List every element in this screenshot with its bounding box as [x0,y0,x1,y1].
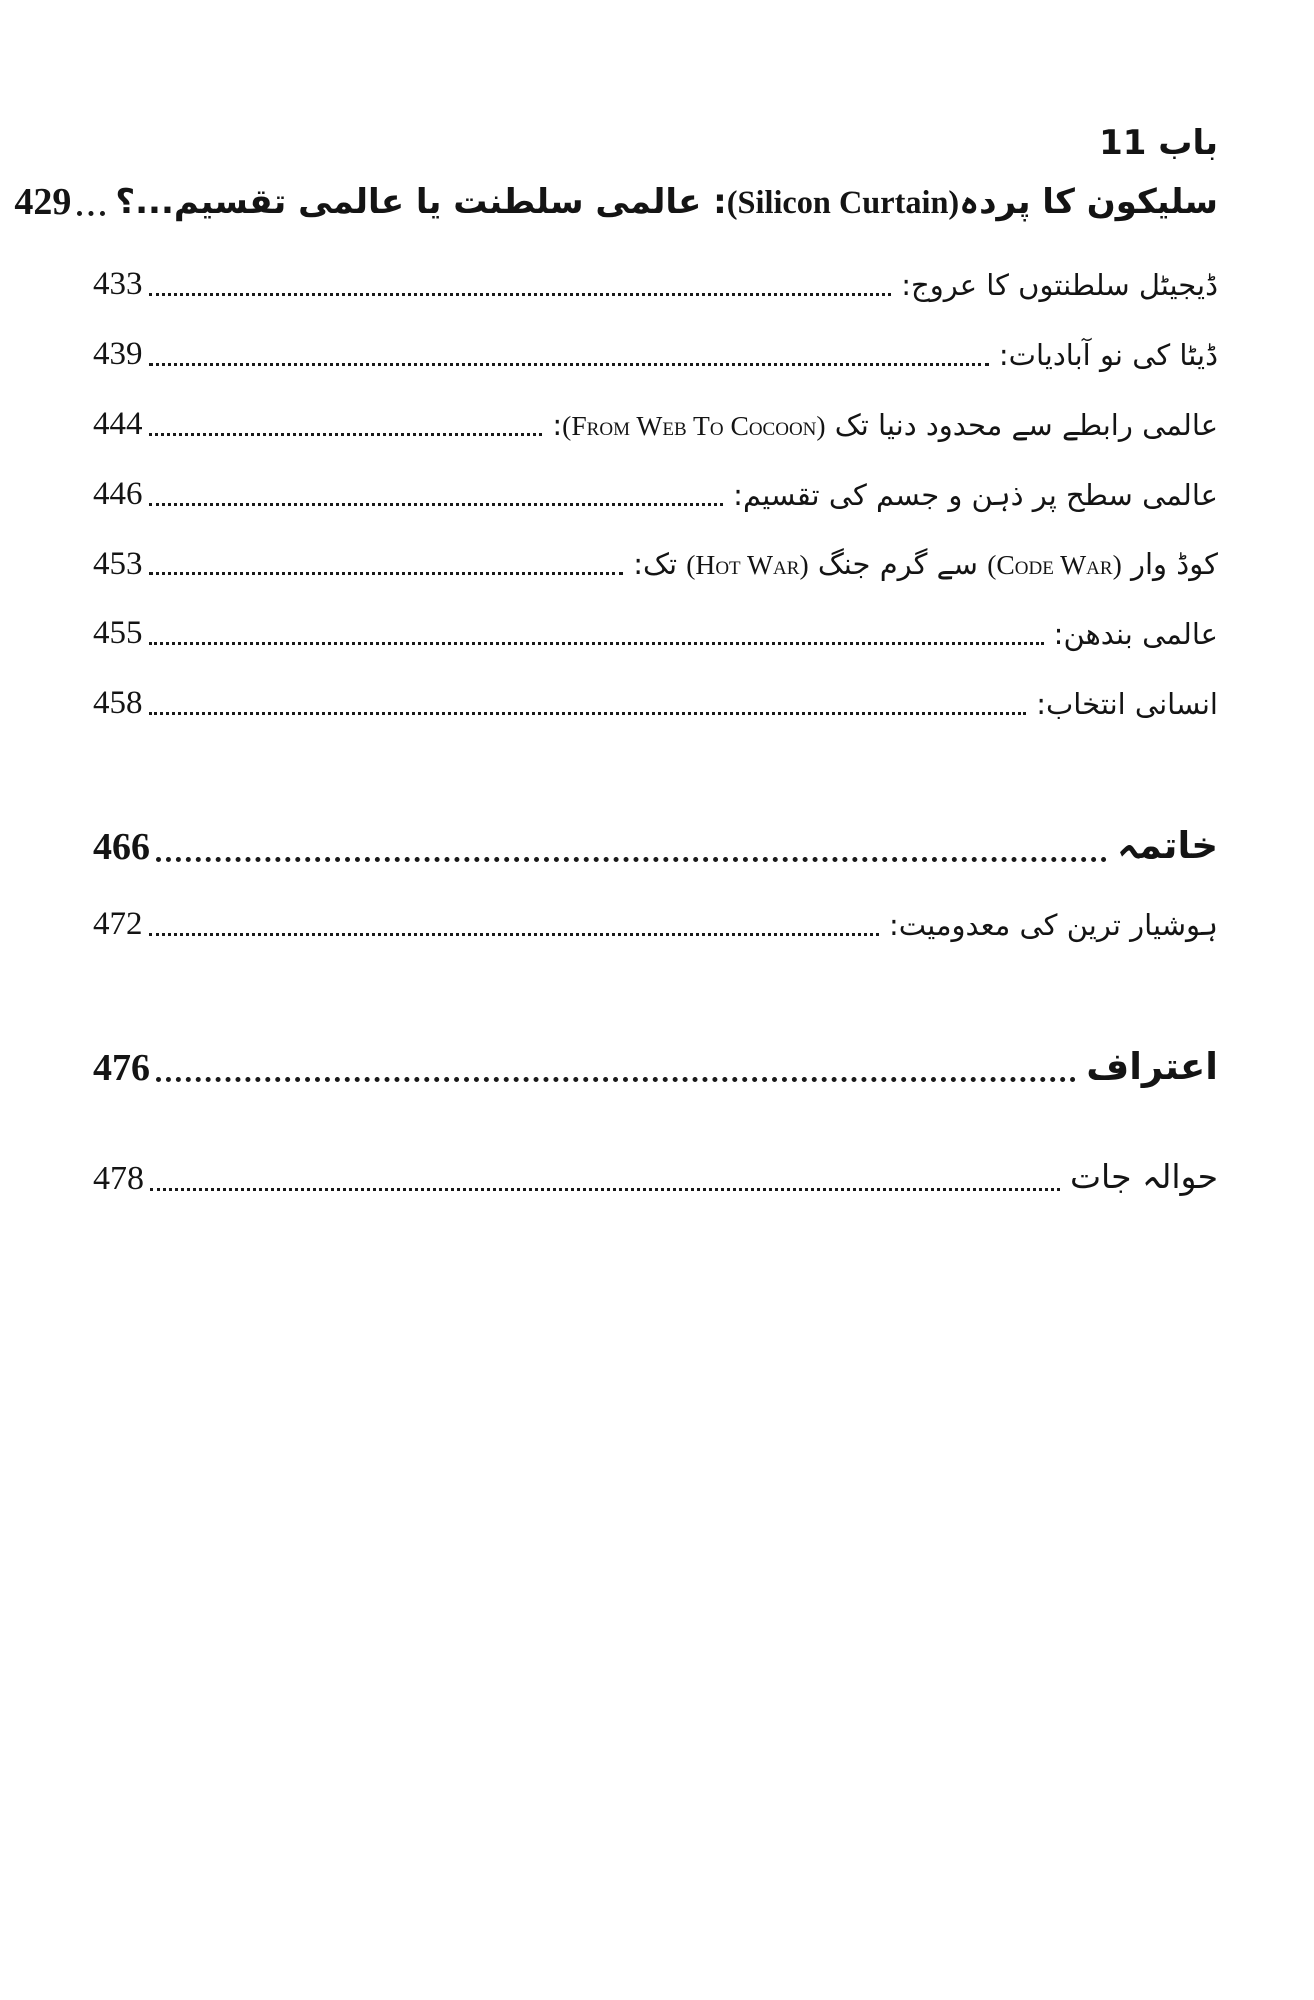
dot-leader [150,1188,1060,1191]
toc-page-number: 455 [93,615,143,652]
toc-title-segment: (Hot War) [686,549,809,581]
dot-leader [149,572,624,575]
toc-entry-title [1036,683,1218,725]
toc-title-segment: : عالمی سلطنت یا عالمی تقسیم...؟ [115,181,727,222]
dot-leader [149,712,1027,715]
chapter-label: باب 11 [1099,123,1218,163]
dot-leader [149,363,989,366]
dot-leader [77,211,105,216]
dot-leader [149,503,724,506]
toc-row [93,1153,1218,1201]
toc-title-segment: انسانی انتخاب: [1036,687,1218,722]
toc-title-segment: عالمی سطح پر ذہن و جسم کی تقسیم: [733,477,1218,512]
toc-row [93,1040,1218,1094]
toc-row [93,612,1218,655]
toc-page-number: 472 [93,905,143,942]
dot-leader [149,642,1044,645]
toc-entry-title [633,543,1218,585]
toc-entry-title [1070,1153,1218,1201]
toc-page-number: 444 [93,405,143,442]
toc-page-number: 429 [14,180,72,223]
toc-page-number: 433 [93,265,143,302]
toc-title-segment: سے گرم جنگ [808,547,988,582]
toc-title-segment: (From Web To Cocoon) [562,409,826,441]
dot-leader [156,857,1107,862]
toc-row [93,819,1218,873]
toc-title-segment: ڈیٹا کی نو آبادیات: [998,337,1218,372]
toc-title-segment: حوالہ جات [1069,1157,1218,1197]
toc-row [93,473,1218,516]
toc-title-segment: کوڈ وار [1121,547,1218,582]
toc-title-segment: : [552,407,563,442]
toc-entry-title [889,904,1218,946]
toc-title-segment: تک: [633,547,687,582]
toc-entry-title [1117,819,1218,873]
toc-title-segment: (Silicon Curtain) [726,183,960,220]
toc-entry-title [552,404,1218,446]
dot-leader [149,433,543,436]
toc-page-number: 478 [93,1160,144,1198]
toc-title-segment: سلیکون کا پردہ [959,181,1218,222]
toc-row [93,403,1218,446]
toc-entry-title [733,474,1218,516]
toc-title-segment: ڈیجیٹل سلطنتوں کا عروج: [901,267,1218,302]
dot-leader [156,1077,1076,1082]
toc-title-segment: ہوشیار ترین کی معدومیت: [889,907,1218,942]
toc-title-segment: (Code War) [987,549,1122,581]
toc-entry-title [999,334,1218,376]
toc-title-segment: خاتمہ [1117,824,1218,868]
toc-row [93,333,1218,376]
toc-page-number: 466 [93,826,150,869]
toc-title-segment: عالمی رابطے سے محدود دنیا تک [825,407,1218,442]
toc-entry-title [901,264,1218,306]
toc-row [93,903,1218,946]
toc-row [93,543,1218,586]
toc-row [93,263,1218,306]
toc-entry-title [1086,1040,1218,1094]
toc-entry-title [115,178,1218,227]
dot-leader [149,933,880,936]
toc-page-number: 446 [93,475,143,512]
toc-page-number: 453 [93,545,143,582]
toc-page-number: 439 [93,335,143,372]
toc-title-segment: عالمی بندھن: [1053,617,1218,652]
toc-entry-title [1054,613,1218,655]
toc-title-segment: اعتراف [1086,1044,1218,1088]
toc-list [14,178,1218,1202]
toc-page-number: 476 [93,1047,150,1089]
toc-row [14,178,1218,227]
toc-page-number: 458 [93,685,143,722]
dot-leader [149,293,892,296]
toc-row [93,682,1218,725]
